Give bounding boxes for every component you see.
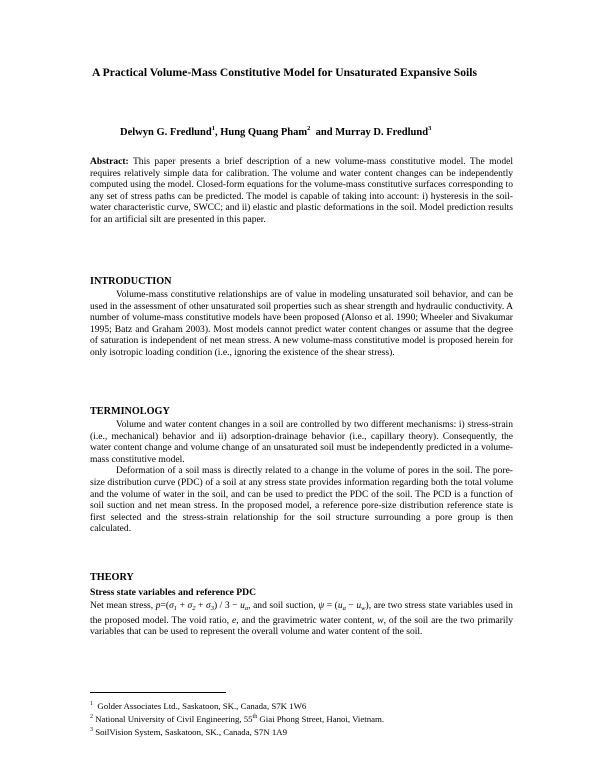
introduction-paragraph: Volume-mass constitutive relationships are of value in modeling unsaturated soil behavior, and can be used in the assessment of other unsaturated soil properties such as shear strength and hydraulic conductivity. A number of volume-mass constitutive models have been proposed (Alonso et al. 1990; Wheeler and Sivakumar 1995; Batz and Graham 2003). Most models cannot predict water content changes or assume that the degree of saturation is independent of net mean stress. A new volume-mass constitutive model is proposed herein for only isotropic loading condition (i.e., ignoring the existence of the shear stress). (90, 289, 513, 358)
theory-body (90, 600, 513, 638)
abstract (90, 156, 513, 226)
author-mark: 1 (211, 125, 215, 132)
footnote-text: National University of Civil Engineering, 55 (93, 714, 253, 724)
theory-heading: THEORY (90, 572, 134, 583)
author-name: Delwyn G. Fredlund (120, 127, 212, 138)
theory-paragraph: Net mean stress, $p=(\sigma_1 + \sigma_2 + \sigma_3) / 3 - u_a$, and soil suction, $\psi = (u_a - u_w)$, are two stress state variables used in the proposed model. The void ratio, e, and the gravimetric water content, w, of the soil are the two primarily variables that can be used to represent the overall volume and water content of the soil. (90, 600, 513, 638)
water-content-symbol: w (377, 614, 384, 626)
theory-text: , of the soil are the two primarily variables that can be used to represent the overall volume and water content of the soil. (90, 614, 513, 638)
suction-equation: ψ (318, 600, 325, 611)
author-separator: , (214, 127, 221, 138)
abstract-label: Abstract: (90, 156, 129, 167)
footnote (90, 725, 520, 738)
theory-text: Net mean stress, (90, 600, 156, 611)
theory-text: , and soil suction, (248, 600, 319, 611)
theory-text: , are two stress state variables used in the proposed model. The void ratio, (90, 600, 513, 626)
void-ratio-symbol: e (231, 614, 237, 626)
author-name: Hung Quang Pham (220, 127, 308, 138)
footnote-text: Giai Phong Street, Hanoi, Vietnam. (257, 714, 385, 724)
author-mark: 2 (307, 125, 311, 132)
terminology-paragraph: Deformation of a soil mass is directly related to a change in the volume of pores in the soil. The pore-size distribution curve (PDC) of a soil at any stress state provides information regarding both the total volume and the volume of water in the soil, and can be used to predict the PDC of the soil. The PCD is a function of soil suction and net mean stress. In the proposed model, a reference pore-size distribution reference state is first selected and the stress-strain relationship for the soil structure surrounding a pore group is then calculated. (90, 465, 513, 535)
terminology-heading: TERMINOLOGY (90, 406, 170, 417)
footnote-divider (90, 692, 226, 693)
terminology-body (90, 419, 513, 535)
introduction-heading: INTRODUCTION (90, 276, 172, 287)
footnote-mark: 3 (90, 727, 93, 733)
paper-title: A Practical Volume-Mass Constitutive Model for Unsaturated Expansive Soils (92, 66, 477, 79)
theory-subheading: Stress state variables and reference PDC (90, 587, 256, 598)
footnote (90, 712, 520, 725)
footnote-mark: 2 (90, 714, 93, 720)
abstract-text: This paper presents a brief description of a new volume-mass constitutive model. The model requires relatively simple data for calibration. The volume and water content changes can be independently computed using the model. Closed-form equations for the volume-mass constitutive surfaces corresponding to any set of stress paths can be predicted. The model is capable of taking into account: i) hysteresis in the soil-water characteristic curve, SWCC; and ii) elastic and plastic deformations in the soil. Model prediction results for an artificial silt are presented in this paper. (90, 156, 513, 225)
author-mark: 3 (428, 125, 432, 132)
footnote (90, 699, 520, 712)
author-name: Murray D. Fredlund (335, 127, 429, 138)
footnote-text: SoilVision System, Saskatoon, SK., Canada, S7N 1A9 (93, 727, 287, 737)
footnote-mark: 1 (90, 701, 93, 707)
author-list (120, 122, 520, 139)
net-mean-stress-equation: p (155, 600, 161, 611)
theory-text: , and the gravimetric water content, (236, 614, 378, 626)
terminology-paragraph: Volume and water content changes in a soil are controlled by two different mechanisms: i) stress-strain (i.e., mechanical) behavior and ii) adsorption-drainage behavior (i.e., capillary theory). Consequently, the water content change and volume change of an unsaturated soil must be independently predicted in a volume-mass constitutive model. (90, 419, 513, 465)
introduction-body (90, 289, 513, 359)
footnote-text: Golder Associates Ltd., Saskatoon, SK., Canada, S7K 1W6 (93, 701, 307, 711)
author-separator: and (310, 127, 336, 138)
footnote-ordinal: th (252, 714, 258, 720)
